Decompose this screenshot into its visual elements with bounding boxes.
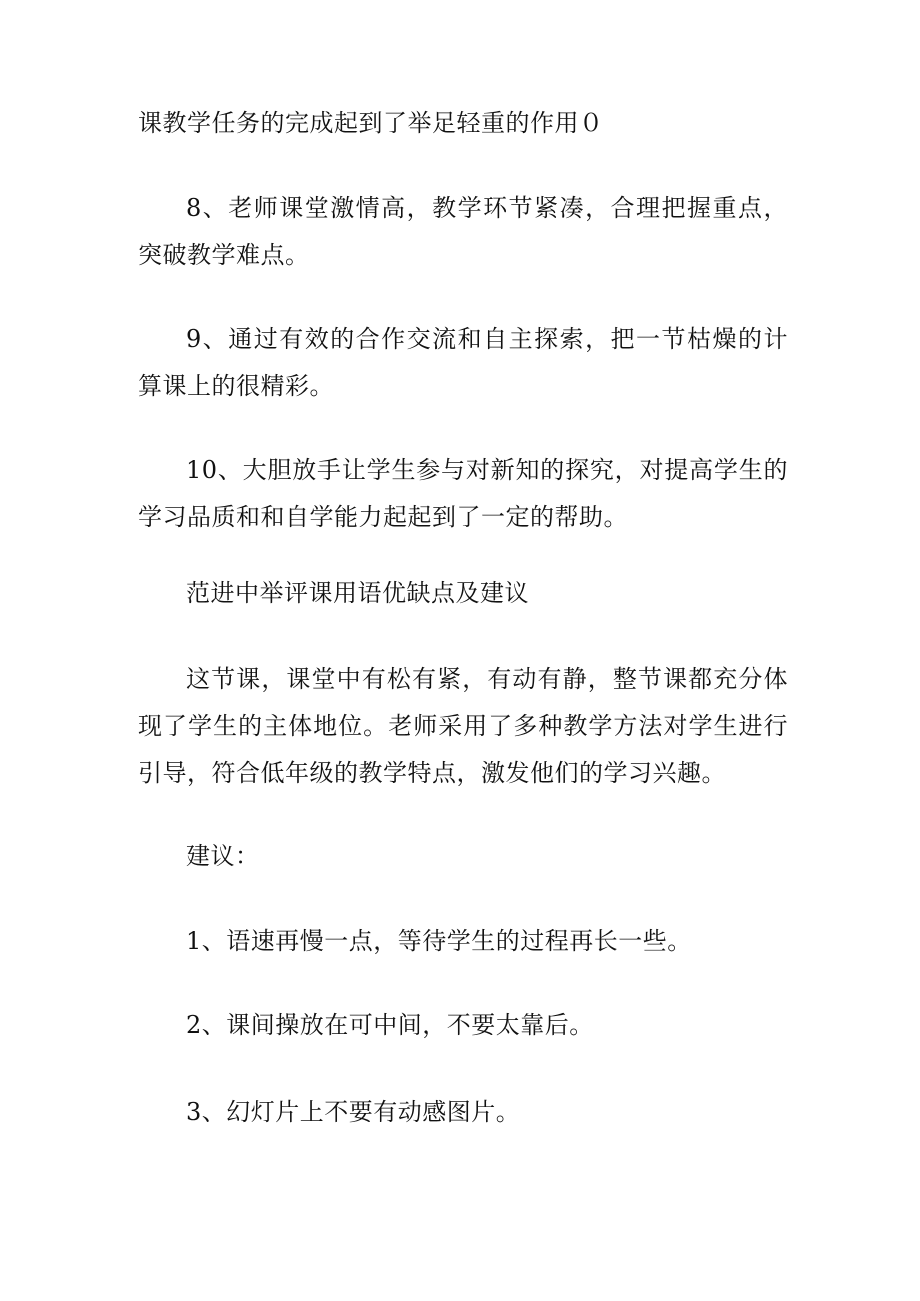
paragraph-continuation: 课教学任务的完成起到了举足轻重的作用０	[138, 109, 604, 137]
section-heading: 范进中举评课用语优缺点及建议	[186, 579, 529, 607]
suggestions-heading: 建议：	[186, 842, 260, 870]
paragraph-item-9: 9、通过有效的合作交流和自主探索，把一节枯燥的计算课上的很精彩。	[138, 325, 788, 400]
suggestion-item-2: 2、课间操放在可中间，不要太靠后。	[186, 1011, 594, 1039]
paragraph-evaluation: 这节课，课堂中有松有紧，有动有静，整节课都充分体现了学生的主体地位。老师采用了多种教学方法对学生进行引导，符合低年级的教学特点，激发他们的学习兴趣。	[138, 665, 788, 787]
suggestion-item-3: 3、幻灯片上不要有动感图片。	[186, 1098, 521, 1126]
paragraph-item-8: 8、老师课堂激情高，教学环节紧凑，合理把握重点，突破教学难点。	[138, 194, 788, 269]
paragraph-item-10: 10、大胆放手让学生参与对新知的探究，对提高学生的学习品质和和自学能力起起到了一定的帮助。	[138, 456, 788, 531]
suggestion-item-1: 1、语速再慢一点，等待学生的过程再长一些。	[186, 927, 692, 955]
